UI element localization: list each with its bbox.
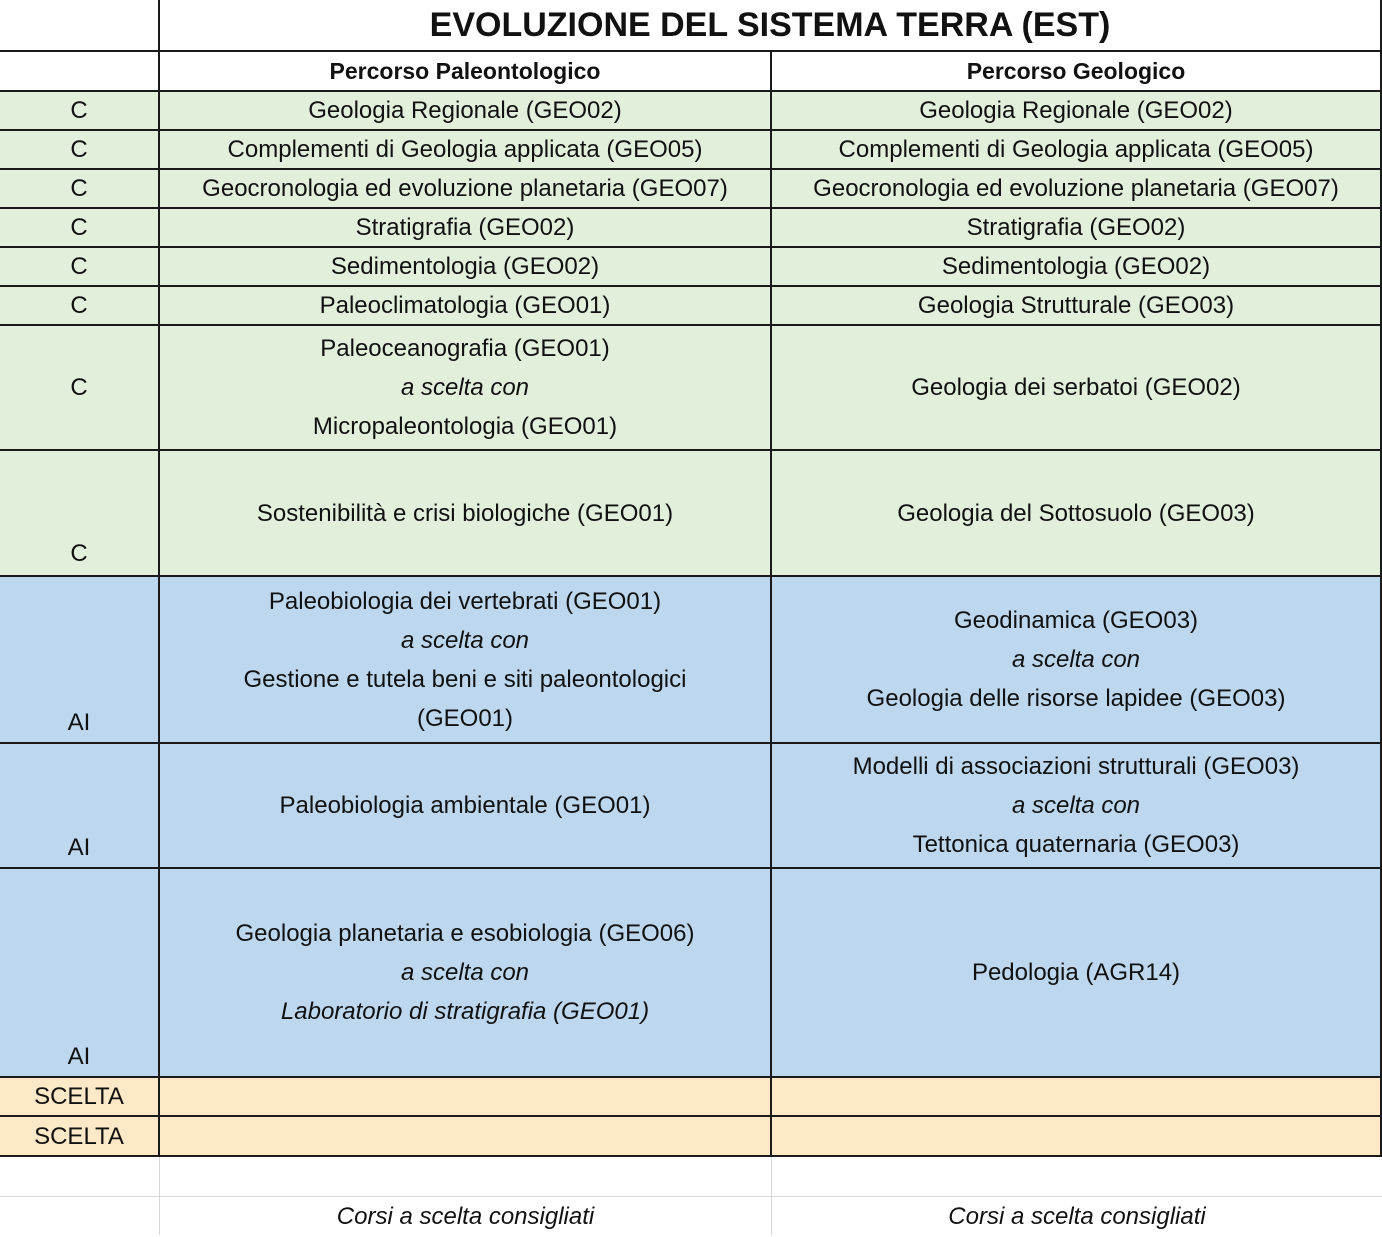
choice-connector: a scelta con [1011,792,1141,819]
row-code: AI [0,869,160,1078]
header-geo: Percorso Geologico [772,52,1382,92]
course-line: Geocronologia ed evoluzione planetaria (GEO07) [813,175,1339,202]
course-line: Geologia Strutturale (GEO03) [917,292,1235,319]
geo-course [772,451,1382,577]
paleo-course [160,1117,772,1157]
course-line: Complementi di Geologia applicata (GEO05) [227,136,703,163]
row-code: C [0,92,160,131]
course-line: Geologia delle risorse lapidee (GEO03) [866,685,1286,712]
paleo-course [160,92,772,131]
course-line: Geocronologia ed evoluzione planetaria (GEO07) [202,175,728,202]
row-code: C [0,209,160,248]
course-line: Sedimentologia (GEO02) [330,253,600,280]
row-code: C [0,170,160,209]
geo-course [772,209,1382,248]
geo-course [772,869,1382,1078]
geo-course [772,1078,1382,1117]
header-paleo: Percorso Paleontologico [160,52,772,92]
course-line: Stratigrafia (GEO02) [966,214,1186,241]
paleo-course [160,131,772,170]
course-line: Geologia del Sottosuolo (GEO03) [897,499,1255,527]
paleo-course [160,287,772,326]
geo-course [772,248,1382,287]
paleo-course [160,451,772,577]
footer-geo: Corsi a scelta consigliati [772,1197,1382,1235]
course-line: Paleobiologia ambientale (GEO01) [279,792,651,819]
course-line: Geologia Regionale (GEO02) [308,97,622,124]
geo-course [772,170,1382,209]
row-code: C [0,326,160,451]
course-line: Sedimentologia (GEO02) [941,253,1211,280]
course-line: Paleobiologia dei vertebrati (GEO01) [268,587,662,615]
choice-connector: a scelta con [1011,646,1141,673]
course-line: Paleoceanografia (GEO01) [320,335,610,362]
course-line: Stratigrafia (GEO02) [355,214,575,241]
geo-course [772,1117,1382,1157]
paleo-course [160,577,772,744]
paleo-course [160,209,772,248]
course-line: Gestione e tutela beni e siti paleontologici [243,665,687,693]
row-code: C [0,131,160,170]
paleo-course [160,326,772,451]
code-header-cell [0,52,160,92]
row-code: SCELTA [0,1117,160,1157]
geo-course [772,577,1382,744]
paleo-course [160,744,772,869]
course-line: (GEO01) [416,704,514,732]
table-title: EVOLUZIONE DEL SISTEMA TERRA (EST) [160,0,1382,52]
geo-course [772,92,1382,131]
course-line: Geodinamica (GEO03) [953,607,1199,634]
row-code: AI [0,577,160,744]
paleo-course [160,869,772,1078]
geo-course [772,131,1382,170]
spacer-cell [160,1157,772,1197]
course-line: Geologia dei serbatoi (GEO02) [911,374,1241,401]
course-line: Modelli di associazioni strutturali (GEO03) [852,753,1300,780]
geo-course [772,287,1382,326]
corner-cell [0,0,160,52]
geo-course [772,744,1382,869]
row-code: AI [0,744,160,869]
choice-connector: a scelta con [400,626,530,654]
course-line: Sostenibilità e crisi biologiche (GEO01) [256,499,674,527]
paleo-course [160,248,772,287]
footer-code-cell [0,1197,160,1235]
paleo-course [160,1078,772,1117]
course-line: Geologia Regionale (GEO02) [919,97,1233,124]
course-line: Complementi di Geologia applicata (GEO05) [838,136,1314,163]
row-code: C [0,248,160,287]
course-line: Laboratorio di stratigrafia (GEO01) [280,998,650,1025]
course-line: Paleoclimatologia (GEO01) [319,292,611,319]
course-line: Pedologia (AGR14) [971,959,1181,986]
spacer-cell [772,1157,1382,1197]
course-line: Tettonica quaternaria (GEO03) [912,831,1240,858]
paleo-course [160,170,772,209]
choice-connector: a scelta con [400,959,530,986]
choice-connector: a scelta con [400,374,530,401]
row-code: SCELTA [0,1078,160,1117]
row-code: C [0,287,160,326]
spacer-cell [0,1157,160,1197]
geo-course [772,326,1382,451]
course-line: Micropaleontologia (GEO01) [312,413,618,440]
course-line: Geologia planetaria e esobiologia (GEO06) [235,920,695,947]
footer-paleo: Corsi a scelta consigliati [160,1197,772,1235]
row-code: C [0,451,160,577]
